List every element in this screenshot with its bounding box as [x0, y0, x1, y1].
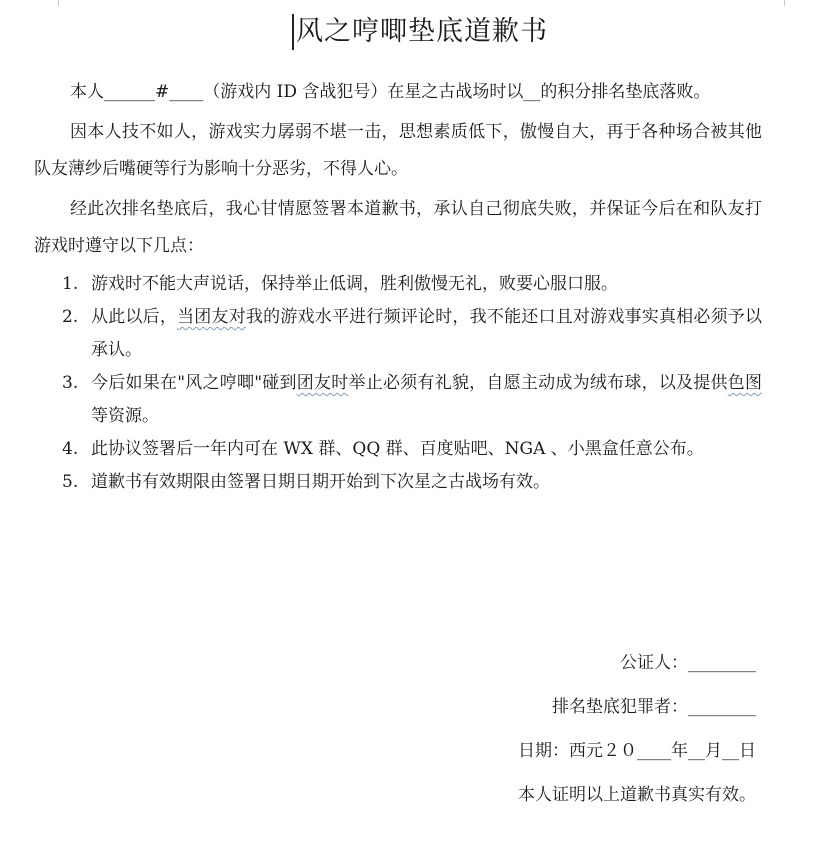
- pledge-item-text: 今后如果在"风之哼唧"碰到: [91, 373, 297, 393]
- pledge-item-text: 举止必须有礼貌，自愿主动成为绒布球，以及提供: [348, 373, 728, 393]
- pledge-item-text: 此协议签署后一年内可在 WX 群、QQ 群、百度贴吧、NGA 、小黑盒任意公布。: [91, 439, 704, 459]
- paragraph-reason: 因本人技不如人，游戏实力孱弱不堪一击，思想素质低下，傲慢自大，再于各种场合被其他队友薄纱后嘴硬等行为影响十分恶劣，不得人心。: [34, 122, 762, 179]
- pledge-item-number: 4.: [62, 439, 79, 459]
- pledge-item: [34, 433, 762, 466]
- pledge-item-text: 游戏时不能大声说话，保持举止低调，胜利傲慢无礼，败要心服口服。: [91, 274, 618, 294]
- pledge-item-number: 5.: [62, 472, 79, 492]
- pledge-item: [34, 301, 762, 367]
- document-body: [34, 74, 762, 499]
- pledge-item-number: 1.: [62, 274, 79, 294]
- pledge-item: [34, 466, 762, 499]
- spellcheck-flagged-text: 团友时: [296, 373, 349, 393]
- pledge-item-text: 我的游戏水平进行频评论时，我不能还口且对游戏事实真相必须予以承认。: [91, 307, 763, 360]
- pledge-item: [34, 367, 762, 433]
- pledge-item-text: 道歉书有效期限由签署日期日期开始到下次星之古战场有效。: [91, 472, 550, 492]
- pledge-item-number: 2.: [62, 307, 79, 327]
- paragraph-identity: 本人______#____（游戏内 ID 含战犯号）在星之古战场时以__的积分排名垫底落败。: [70, 82, 711, 102]
- page-top-edge: [0, 0, 840, 8]
- spellcheck-flagged-text: 色图: [727, 373, 763, 393]
- authenticity-statement: 本人证明以上道歉书真实有效。: [518, 785, 756, 805]
- pledge-item-text: 从此以后，: [91, 307, 178, 327]
- pledge-item: [34, 268, 762, 301]
- paragraph-pledge: 经此次排名垫底后，我心甘情愿签署本道歉书，承认自己彻底失败，并保证今后在和队友打游戏时遵守以下几点：: [34, 199, 762, 256]
- notary-line: 公证人：________: [620, 653, 756, 673]
- date-line: 日期：西元２０____年__月__日: [518, 741, 756, 761]
- pledge-list: [34, 268, 762, 499]
- pledge-item-number: 3.: [62, 373, 79, 393]
- spellcheck-flagged-text: 当团友对: [177, 307, 246, 327]
- signature-block: [518, 652, 756, 806]
- title-area: [0, 14, 840, 50]
- culprit-signature-line: 排名垫底犯罪者：________: [552, 697, 756, 717]
- pledge-item-text: 等资源。: [91, 406, 159, 426]
- document-title[interactable]: 风之哼唧垫底道歉书: [292, 14, 548, 50]
